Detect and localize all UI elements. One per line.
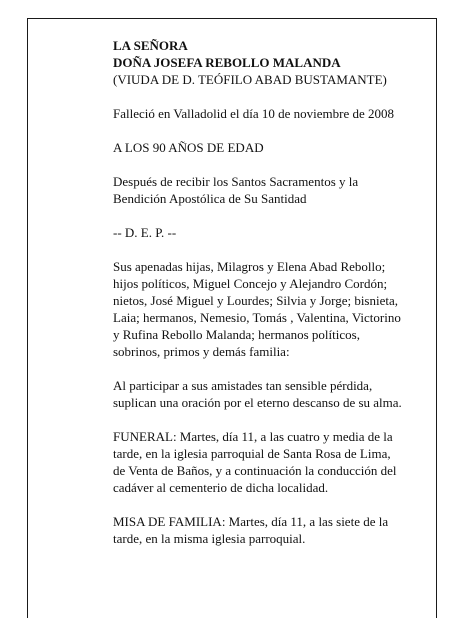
age-statement: A LOS 90 AÑOS DE EDAD: [113, 140, 264, 155]
rip-line: -- D. E. P. --: [113, 225, 177, 240]
sacraments-line-2: Bendición Apostólica de Su Santidad: [113, 191, 307, 206]
prayer-paragraph: [113, 377, 413, 411]
title-line-2: DOÑA JOSEFA REBOLLO MALANDA: [113, 55, 341, 70]
mass-line: tarde, en la misma iglesia parroquial.: [113, 531, 306, 546]
prayer-line: Al participar a sus amistades tan sensible pérdida,: [113, 378, 373, 393]
funeral-line: FUNERAL: Martes, día 11, a las cuatro y media de la: [113, 429, 393, 444]
death-statement: Falleció en Valladolid el día 10 de noviembre de 2008: [113, 106, 394, 121]
funeral-line: tarde, en la iglesia parroquial de Santa Rosa de Lima,: [113, 446, 391, 461]
family-line: sobrinos, primos y demás familia:: [113, 344, 290, 359]
family-mass-paragraph: [113, 513, 413, 547]
mass-line: MISA DE FAMILIA: Martes, día 11, a las siete de la: [113, 514, 389, 529]
family-line: y Rufina Rebollo Malanda; hermanos políticos,: [113, 327, 360, 342]
family-paragraph: [113, 258, 413, 360]
funeral-line: cadáver al cementerio de dicha localidad.: [113, 480, 329, 495]
family-line: Laia; hermanos, Nemesio, Tomás , Valentina, Victorino: [113, 310, 401, 325]
sacraments-paragraph: [113, 173, 413, 207]
title-line-3: (VIUDA DE D. TEÓFILO ABAD BUSTAMANTE): [113, 72, 387, 87]
deceased-heading: [113, 37, 413, 88]
funeral-line: de Venta de Baños, y a continuación la conducción del: [113, 463, 397, 478]
prayer-line: suplican una oración por el eterno descanso de su alma.: [113, 395, 402, 410]
family-line: nietos, José Miguel y Lourdes; Silvia y Jorge; bisnieta,: [113, 293, 399, 308]
family-line: hijos políticos, Miguel Concejo y Alejandro Cordón;: [113, 276, 388, 291]
title-line-1: LA SEÑORA: [113, 38, 188, 53]
sacraments-line-1: Después de recibir los Santos Sacramentos y la: [113, 174, 359, 189]
family-line: Sus apenadas hijas, Milagros y Elena Abad Rebollo;: [113, 259, 386, 274]
funeral-paragraph: [113, 428, 413, 496]
obituary-notice: [113, 37, 413, 547]
